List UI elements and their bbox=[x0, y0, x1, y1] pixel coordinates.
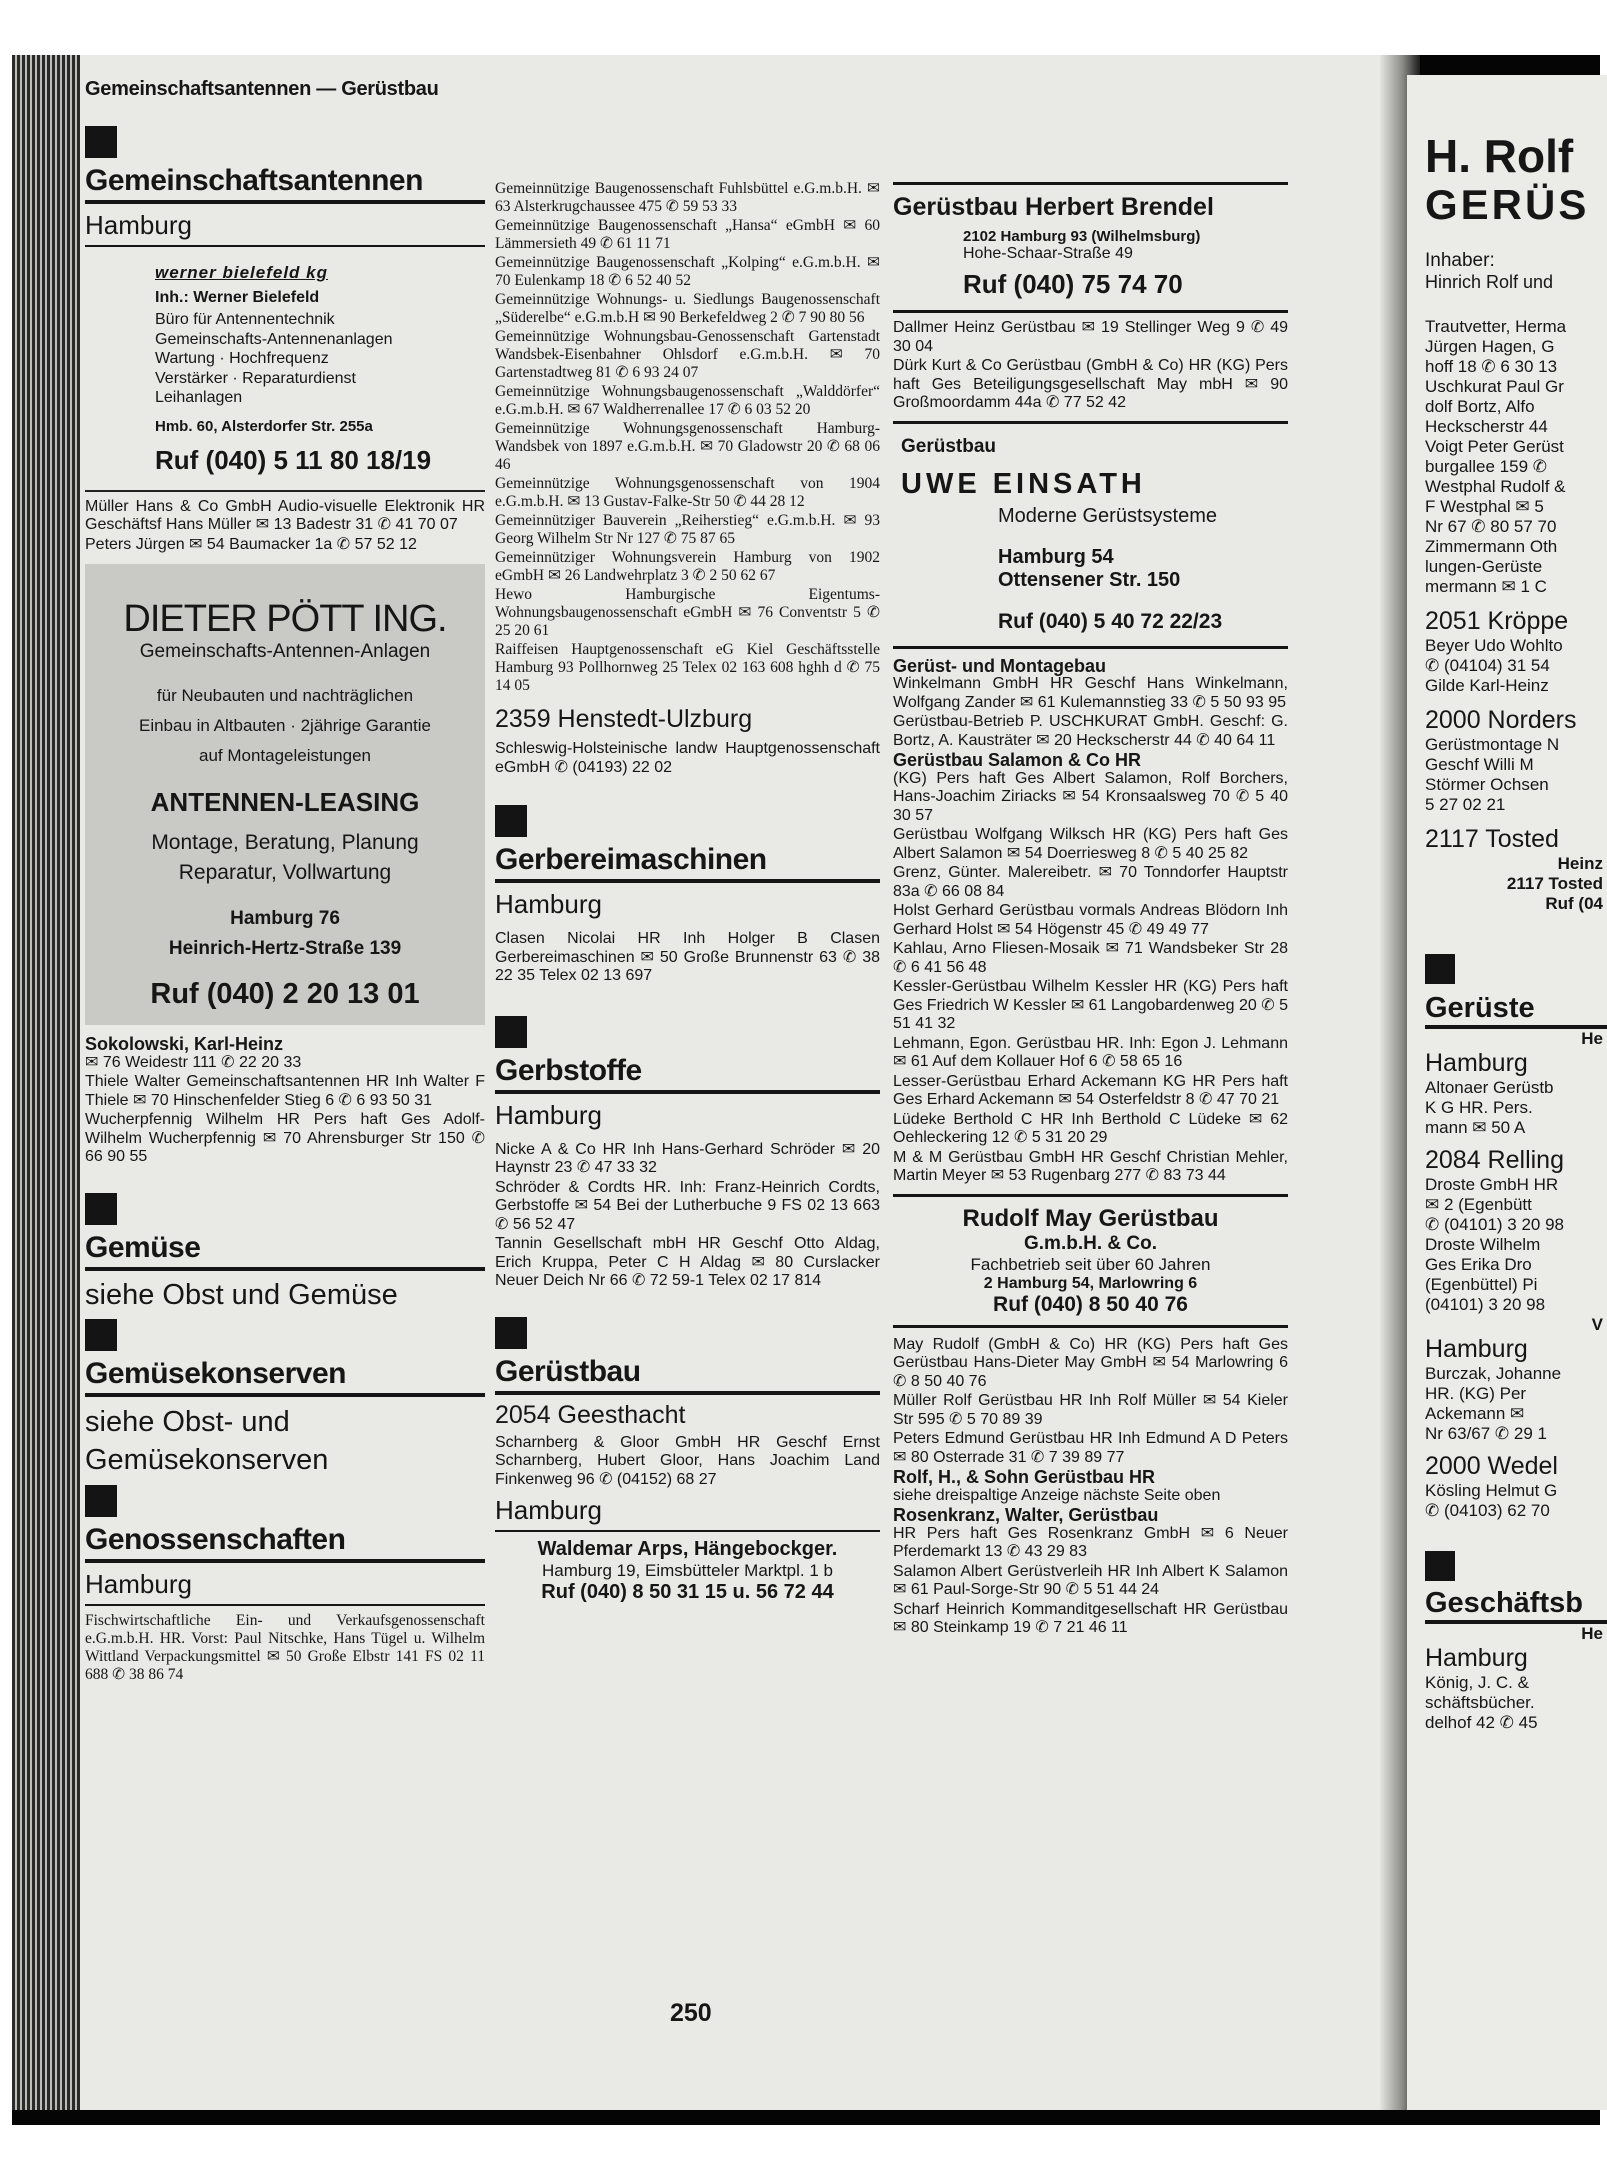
einsath-name: UWE EINSATH bbox=[901, 467, 1146, 500]
entry-name: Rosenkranz, Walter, Gerüstbau bbox=[893, 1505, 1159, 1525]
einsath-phone: Ruf (040) 5 40 72 22/23 bbox=[998, 609, 1223, 633]
may-phone: Ruf (040) 8 50 40 76 bbox=[993, 1292, 1188, 1316]
section-marker bbox=[85, 1319, 117, 1351]
directory-entry: Gemeinnützige Wohnungs- u. Siedlungs Baugenossenschaft „Süderelbe“ e.G.m.b.H ✉ 90 Berkefeldweg 2 ✆ 7 90 80 56 bbox=[495, 291, 880, 326]
next-page-city-1: 2051 Kröppe bbox=[1425, 607, 1569, 635]
entry: Scharnberg & Gloor GmbH HR Geschf Ernst Scharnberg, Hubert Gloor, Hans Joachim Land Finkenweg 96 ✆ (04152) 68 27 bbox=[495, 1433, 880, 1488]
section-title-gemuesekonserven: Gemüsekonserven bbox=[85, 1357, 485, 1397]
next-page-line: dolf Bortz, Alfo bbox=[1425, 397, 1535, 416]
next-page-line: ✆ (04103) 62 70 bbox=[1425, 1501, 1550, 1520]
column-1 bbox=[85, 120, 485, 1685]
next-page-owner: Hinrich Rolf und bbox=[1425, 272, 1554, 292]
pott-phone: Ruf (040) 2 20 13 01 bbox=[150, 978, 420, 1010]
entries-antennen-2 bbox=[85, 1035, 485, 1167]
directory-entry bbox=[893, 1149, 1288, 1186]
entry-text: Müller Rolf Gerüstbau HR Inh Rolf Müller ✉ 54 Kieler Str 595 ✆ 5 70 89 39 bbox=[893, 1392, 1288, 1428]
section-marker bbox=[85, 1485, 117, 1517]
next-page-line: He bbox=[1581, 1029, 1603, 1048]
column-3 bbox=[893, 182, 1288, 1639]
next-page-line: Burczak, Johanne bbox=[1425, 1364, 1562, 1383]
pott-line-5: Reparatur, Vollwartung bbox=[178, 861, 392, 884]
directory-entry bbox=[893, 940, 1288, 977]
next-page-line: Störmer Ochsen bbox=[1425, 775, 1549, 794]
directory-entry bbox=[893, 1506, 1288, 1562]
pott-name: DIETER PÖTT ING. bbox=[123, 598, 447, 640]
entry-text: (KG) Pers haft Ges Albert Salamon, Rolf Borchers, Hans-Joachim Ziriacks ✉ 54 Kronsaalsweg 70 ✆ 5 40 30 57 bbox=[893, 769, 1288, 824]
entries-antennen bbox=[85, 498, 485, 555]
bielefeld-logo: werner bielefeld kg bbox=[155, 263, 328, 282]
entry-text: Peters Edmund Gerüstbau HR Inh Edmund A D Peters ✉ 80 Osterrade 31 ✆ 7 39 89 77 bbox=[893, 1430, 1288, 1466]
einsath-street: Ottensener Str. 150 bbox=[998, 568, 1181, 591]
directory-entry bbox=[893, 1430, 1288, 1467]
next-page-line: Heinz bbox=[1557, 854, 1603, 873]
section-title-gerbstoffe: Gerbstoffe bbox=[495, 1054, 880, 1094]
directory-entry: Leihanlagen bbox=[155, 389, 243, 406]
next-page-line: Uschkurat Paul Gr bbox=[1425, 377, 1564, 396]
city-heading: Hamburg bbox=[85, 210, 485, 247]
directory-entry: Gemeinnützige Wohnungsbaugenossenschaft „Walddörfer“ e.G.m.b.H. ✉ 67 Waldherrenallee 17 ✆ 6 03 52 20 bbox=[495, 383, 880, 418]
entry-text: Wucherpfennig Wilhelm HR Pers haft Ges Adolf-Wilhelm Wucherpfennig ✉ 70 Ahrensburger Str 150 ✆ 66 90 55 bbox=[85, 1111, 485, 1165]
next-page-line: Ges Erika Dro bbox=[1425, 1255, 1532, 1274]
directory-entry bbox=[893, 1336, 1288, 1392]
bielefeld-owner: Inh.: Werner Bielefeld bbox=[155, 289, 320, 306]
entry-text: Salamon Albert Gerüstverleih HR Inh Albert K Salamon ✉ 61 Paul-Sorge-Str 90 ✆ 5 51 44 24 bbox=[893, 1562, 1288, 1598]
directory-entry bbox=[893, 657, 1288, 713]
brendel-name: Gerüstbau Herbert Brendel bbox=[893, 193, 1214, 221]
next-page-line: ✆ (04101) 3 20 98 bbox=[1425, 1215, 1565, 1234]
next-page-line: mermann ✉ 1 C bbox=[1425, 577, 1547, 596]
next-page-line: (Egenbüttel) Pi bbox=[1425, 1275, 1538, 1294]
pott-city: Hamburg 76 bbox=[230, 908, 340, 929]
directory-entry: Tannin Gesellschaft mbH HR Geschf Otto Aldag, Erich Kruppa, Peter C H Aldag ✉ 80 Curslacker Neuer Deich Nr 66 ✆ 72 59-1 Telex 02 17 814 bbox=[495, 1235, 880, 1289]
ad-brendel bbox=[893, 182, 1288, 313]
directory-entry bbox=[893, 826, 1288, 863]
next-page-line: Droste Wilhelm bbox=[1425, 1235, 1541, 1254]
column-2 bbox=[495, 180, 880, 1604]
next-page-line: Zimmermann Oth bbox=[1425, 537, 1558, 556]
section-title-gerbereimaschinen: Gerbereimaschinen bbox=[495, 843, 880, 883]
pott-line-1: für Neubauten und nachträglichen bbox=[156, 686, 414, 705]
entry-text: Kahlau, Arno Fliesen-Mosaik ✉ 71 Wandsbeker Str 28 ✆ 6 41 56 48 bbox=[893, 940, 1288, 976]
next-page-line: Gerüstmontage N bbox=[1425, 735, 1560, 754]
arps-name: Waldemar Arps, Hängebockger. bbox=[537, 1538, 838, 1560]
next-page-line: Voigt Peter Gerüst bbox=[1425, 437, 1564, 456]
bielefeld-phone: Ruf (040) 5 11 80 18/19 bbox=[155, 444, 432, 475]
next-page-line: burgallee 159 ✆ bbox=[1425, 457, 1547, 476]
einsath-label: Gerüstbau bbox=[901, 435, 997, 457]
entry-text: ✉ 76 Weidestr 111 ✆ 22 20 33 bbox=[85, 1053, 302, 1071]
bielefeld-services bbox=[155, 311, 485, 408]
next-page-city-2: 2000 Norders bbox=[1425, 706, 1577, 734]
city-heading: 2359 Henstedt-Ulzburg bbox=[495, 705, 753, 733]
next-page-section: Gerüste bbox=[1425, 992, 1607, 1029]
section-marker bbox=[1425, 954, 1455, 984]
directory-entry: Gemeinnützige Baugenossenschaft „Kolping“ e.G.m.b.H. ✉ 70 Eulenkamp 18 ✆ 6 52 40 52 bbox=[495, 254, 880, 289]
entries-geruestbau-2 bbox=[893, 657, 1288, 1186]
next-page-line: schäftsbücher. bbox=[1425, 1693, 1535, 1712]
page-edges bbox=[12, 55, 80, 2110]
entry-text: HR Pers haft Ges Rosenkranz GmbH ✉ 6 Neuer Pferdemarkt 13 ✆ 43 29 83 bbox=[893, 1524, 1288, 1560]
einsath-subtitle: Moderne Gerüstsysteme bbox=[998, 504, 1217, 527]
entry-name: Rolf, H., & Sohn Gerüstbau HR bbox=[893, 1467, 1156, 1487]
next-page-line: Jürgen Hagen, G bbox=[1425, 337, 1555, 356]
next-page-line: (04101) 3 20 98 bbox=[1425, 1295, 1546, 1314]
next-page-line: HR. (KG) Per bbox=[1425, 1384, 1527, 1403]
directory-entry: Dürk Kurt & Co Gerüstbau (GmbH & Co) HR (KG) Pers haft Ges Beteiligungsgesellschaft May mbH ✉ 90 Großmoordamm 44a ✆ 77 52 42 bbox=[893, 357, 1288, 411]
entries-gerbstoffe bbox=[495, 1141, 880, 1291]
ad-bielefeld bbox=[85, 253, 485, 484]
next-page-line: Beyer Udo Wohlto bbox=[1425, 636, 1563, 655]
next-page-line: F Westphal ✉ 5 bbox=[1425, 497, 1544, 516]
directory-entry: Nicke A & Co HR Inh Hans-Gerhard Schröder ✉ 20 Haynstr 23 ✆ 47 33 32 bbox=[495, 1140, 880, 1176]
entry-text: Scharf Heinrich Kommanditgesellschaft HR Gerüstbau ✉ 80 Steinkamp 19 ✆ 7 21 46 11 bbox=[893, 1600, 1288, 1636]
section-title-gemeinschaftsantennen: Gemeinschaftsantennen bbox=[85, 164, 485, 204]
next-page-list-1 bbox=[1425, 317, 1607, 597]
next-page-list-2 bbox=[1425, 636, 1607, 696]
next-page-list-11 bbox=[1425, 1624, 1607, 1644]
next-page-line: ✉ 2 (Egenbütt bbox=[1425, 1195, 1532, 1214]
directory-entry: Schröder & Cordts HR. Inh: Franz-Heinrich Cordts, Gerbstoffe ✉ 54 Bei der Lutherbuche 9 FS 02 13 663 ✆ 56 52 47 bbox=[495, 1178, 880, 1233]
directory-entry: Verstärker · Reparaturdienst bbox=[155, 369, 356, 387]
directory-entry bbox=[893, 1035, 1288, 1072]
next-page-city-7: 2000 Wedel bbox=[1425, 1452, 1558, 1480]
ad-pott bbox=[85, 564, 485, 1025]
city-heading: Hamburg bbox=[495, 1495, 880, 1532]
directory-entry: Hewo Hamburgische Eigentums-Wohnungsbaugenossenschaft eGmbH ✉ 76 Conventstr 5 ✆ 25 20 61 bbox=[495, 586, 880, 639]
may-name: Rudolf May Gerüstbau bbox=[962, 1204, 1219, 1232]
next-page-line: delhof 42 ✆ 45 bbox=[1425, 1713, 1538, 1732]
entry-text: Thiele Walter Gemeinschaftsantennen HR Inh Walter F Thiele ✉ 70 Hinschenfelder Stieg 6 ✆ 6 93 50 31 bbox=[85, 1073, 485, 1109]
running-head: Gemeinschaftsantennen — Gerüstbau bbox=[85, 78, 439, 100]
entry-text: Lüdeke Berthold C HR Inh Berthold C Lüdeke ✉ 62 Oehleckering 12 ✆ 5 31 20 29 bbox=[893, 1110, 1288, 1146]
directory-entry: Gemeinnützige Wohnungsgenossenschaft von 1904 e.G.m.b.H. ✉ 13 Gustav-Falke-Str 50 ✆ 44 28 12 bbox=[495, 475, 880, 510]
entry-text: Lesser-Gerüstbau Erhard Ackemann KG HR Pers haft Ges Erhard Ackemann ✉ 54 Osterfeldstr 8 ✆ 47 70 21 bbox=[893, 1072, 1288, 1108]
section-title-geruestbau: Gerüstbau bbox=[495, 1355, 880, 1395]
next-page-title-1: H. Rolf bbox=[1425, 130, 1574, 182]
pott-line-4: Montage, Beratung, Planung bbox=[151, 831, 419, 854]
next-page-list-4 bbox=[1425, 854, 1607, 914]
next-page-list-6 bbox=[1425, 1078, 1607, 1138]
section-marker-2 bbox=[1425, 1551, 1455, 1581]
directory-entry bbox=[893, 1111, 1288, 1148]
next-page-city-8: Hamburg bbox=[1425, 1644, 1528, 1672]
next-page-line: K G HR. Pers. bbox=[1425, 1098, 1533, 1117]
directory-entry bbox=[893, 713, 1288, 750]
brendel-phone: Ruf (040) 75 74 70 bbox=[963, 269, 1183, 299]
section-title-gemuese: Gemüse bbox=[85, 1231, 485, 1271]
entry: Clasen Nicolai HR Inh Holger B Clasen Gerbereimaschinen ✉ 50 Große Brunnenstr 63 ✆ 38 22 35 Telex 02 13 697 bbox=[495, 930, 880, 984]
einsath-city: Hamburg 54 bbox=[998, 545, 1114, 568]
next-page-list-5 bbox=[1425, 1029, 1607, 1049]
page-number: 250 bbox=[670, 1999, 712, 2027]
next-page-line: Ruf (04 bbox=[1545, 894, 1603, 913]
pott-line-3: auf Montageleistungen bbox=[198, 746, 372, 765]
entry-text: Kessler-Gerüstbau Wilhelm Kessler HR (KG) Pers haft Ges Friedrich W Kessler ✉ 61 Langobardenweg 20 ✆ 5 51 41 32 bbox=[893, 978, 1289, 1032]
next-page-line: Westphal Rudolf & bbox=[1425, 477, 1566, 496]
entries-geruestbau bbox=[893, 319, 1288, 413]
brendel-address-1: 2102 Hamburg 93 (Wilhelmsburg) bbox=[963, 228, 1201, 245]
entry-name: Gerüstbau Salamon & Co HR bbox=[893, 750, 1142, 770]
pott-subtitle: Gemeinschafts-Antennen-Anlagen bbox=[139, 641, 431, 662]
may-address: 2 Hamburg 54, Marlowring 6 bbox=[983, 1274, 1198, 1292]
directory-entry bbox=[893, 1468, 1288, 1505]
gemuese-reference: siehe Obst und Gemüse bbox=[85, 1278, 398, 1311]
section-marker bbox=[85, 1193, 117, 1225]
directory-entry bbox=[85, 1111, 485, 1167]
ad-may bbox=[893, 1194, 1288, 1328]
entry-text: M & M Gerüstbau GmbH HR Geschf Christian Mehler, Martin Meyer ✉ 53 Rugenbarg 277 ✆ 83 73 44 bbox=[893, 1148, 1288, 1184]
next-page bbox=[1407, 75, 1607, 2110]
next-page-line: 2117 Tosted bbox=[1506, 874, 1603, 893]
next-page-line: Altonaer Gerüstb bbox=[1425, 1078, 1554, 1097]
next-page-line: Heckscherstr 44 bbox=[1425, 417, 1548, 436]
directory-entry bbox=[893, 1601, 1288, 1638]
next-page-section-2: Geschäftsb bbox=[1425, 1587, 1607, 1624]
directory-entry bbox=[85, 1035, 485, 1072]
directory-entry bbox=[893, 1073, 1288, 1110]
next-page-line: Kösling Helmut G bbox=[1425, 1481, 1558, 1500]
arps-phone: Ruf (040) 8 50 31 15 u. 56 72 44 bbox=[541, 1581, 834, 1603]
entry-name: Gerüst- und Montagebau bbox=[893, 655, 1106, 676]
ad-arps bbox=[495, 1538, 880, 1604]
may-subtitle: G.m.b.H. & Co. bbox=[1024, 1232, 1157, 1254]
next-page-city-5: 2084 Relling bbox=[1425, 1146, 1564, 1174]
next-page-line: Nr 67 ✆ 80 57 70 bbox=[1425, 517, 1557, 536]
divider bbox=[85, 490, 485, 492]
directory-entry bbox=[893, 1392, 1288, 1429]
directory-entry: Müller Hans & Co GmbH Audio-visuelle Elektronik HR Geschäftsf Hans Müller ✉ 13 Badestr 31 ✆ 41 70 07 bbox=[85, 497, 485, 533]
entry-text: Holst Gerhard Gerüstbau vormals Andreas Blödorn Inh Gerhard Holst ✉ 54 Högenstr 45 ✆ 49 49 77 bbox=[893, 902, 1288, 938]
directory-entry: Gemeinnützige Baugenossenschaft Fuhlsbüttel e.G.m.b.H. ✉ 63 Alsterkrugchaussee 475 ✆ 59 53 33 bbox=[495, 180, 880, 215]
entry-text: Grenz, Günter. Malereibetr. ✉ 70 Tonndorfer Hauptstr 83a ✆ 66 08 84 bbox=[893, 864, 1288, 900]
directory-entry bbox=[893, 864, 1288, 901]
next-page-line: 5 27 02 21 bbox=[1425, 795, 1506, 814]
directory-entry: Gemeinnützige Wohnungsbau-Genossenschaft Gartenstadt Wandsbek-Eisenbahner Ohlsdorf e.G.m.b.H. ✉ 70 Gartenstadtweg 81 ✆ 6 93 24 07 bbox=[495, 328, 880, 381]
entry-text: siehe dreispaltige Anzeige nächste Seite oben bbox=[893, 1486, 1221, 1504]
directory-entry: Gemeinschafts-Antennenanlagen bbox=[155, 330, 393, 348]
next-page-line: mann ✉ 50 A bbox=[1425, 1118, 1526, 1137]
section-marker bbox=[495, 1317, 527, 1349]
city-heading: Hamburg bbox=[85, 1569, 485, 1606]
may-line: Fachbetrieb seit über 60 Jahren bbox=[970, 1254, 1211, 1274]
next-page-line: Droste GmbH HR bbox=[1425, 1175, 1559, 1194]
directory-entry: Gemeinnützige Wohnungsgenossenschaft Hamburg-Wandsbek von 1897 e.G.m.b.H. ✉ 70 Gladowstr 20 ✆ 68 06 46 bbox=[495, 420, 880, 473]
section-marker bbox=[495, 805, 527, 837]
next-page-line: Nr 63/67 ✆ 29 1 bbox=[1425, 1424, 1547, 1443]
next-page-list-3 bbox=[1425, 735, 1607, 815]
directory-entry: Dallmer Heinz Gerüstbau ✉ 19 Stellinger Weg 9 ✆ 49 30 04 bbox=[893, 319, 1288, 355]
city-heading: Hamburg bbox=[495, 889, 602, 919]
directory-entry: Büro für Antennentechnik bbox=[155, 311, 335, 328]
next-page-list-7 bbox=[1425, 1175, 1607, 1315]
entries-geruestbau-3 bbox=[893, 1336, 1288, 1638]
pott-street: Heinrich-Hertz-Straße 139 bbox=[168, 938, 402, 959]
city-heading: 2054 Geesthacht bbox=[495, 1400, 686, 1429]
next-page-list-12 bbox=[1425, 1673, 1607, 1733]
directory-entry bbox=[85, 1073, 485, 1110]
gemuesekonserven-reference: siehe Obst- und Gemüsekonserven bbox=[85, 1405, 329, 1476]
bielefeld-address: Hmb. 60, Alsterdorfer Str. 255a bbox=[155, 417, 373, 435]
directory-entry: Raiffeisen Hauptgenossenschaft eG Kiel Geschäftsstelle Hamburg 93 Pollhornweg 25 Telex 02 163 608 hghh d ✆ 75 14 05 bbox=[495, 641, 880, 694]
ad-einsath bbox=[893, 421, 1288, 649]
next-page-line: Gilde Karl-Heinz bbox=[1425, 676, 1549, 695]
section-marker bbox=[495, 1016, 527, 1048]
entry-text: Gerüstbau Wolfgang Wilksch HR (KG) Pers haft Ges Albert Salamon ✉ 54 Doerriesweg 8 ✆ 5 40 25 82 bbox=[893, 826, 1288, 862]
directory-entry bbox=[893, 1563, 1288, 1600]
directory-entry: Gemeinnütziger Wohnungsverein Hamburg von 1902 eGmbH ✉ 26 Landwehrplatz 3 ✆ 2 50 62 67 bbox=[495, 549, 880, 584]
directory-entry: Gemeinnütziger Bauverein „Reiherstieg“ e.G.m.b.H. ✉ 93 Georg Wilhelm Str Nr 127 ✆ 75 87 65 bbox=[495, 512, 880, 547]
next-page-city-4: Hamburg bbox=[1425, 1049, 1528, 1077]
section-title-genossenschaften: Genossenschaften bbox=[85, 1523, 485, 1563]
next-page-line: Geschf Willi M bbox=[1425, 755, 1534, 774]
entry-name: Sokolowski, Karl-Heinz bbox=[85, 1034, 284, 1054]
next-page-title-2: GERÜS bbox=[1425, 181, 1590, 228]
directory-entry bbox=[893, 751, 1288, 825]
directory-entry: Gemeinnützige Baugenossenschaft „Hansa“ eGmbH ✉ 60 Lämmersieth 49 ✆ 61 11 71 bbox=[495, 217, 880, 252]
next-page-list-8 bbox=[1425, 1315, 1607, 1335]
entries-genossenschaften bbox=[495, 180, 880, 695]
directory-entry bbox=[893, 902, 1288, 939]
next-page-line: He bbox=[1581, 1624, 1603, 1643]
next-page-line: lungen-Gerüste bbox=[1425, 557, 1543, 576]
next-page-owner-label: Inhaber: bbox=[1425, 250, 1495, 271]
entry-text: Lehmann, Egon. Gerüstbau HR. Inh: Egon J. Lehmann ✉ 61 Auf dem Kollauer Hof 6 ✆ 58 65 16 bbox=[893, 1034, 1288, 1070]
next-page-city-6: Hamburg bbox=[1425, 1335, 1528, 1363]
arps-address: Hamburg 19, Eimsbütteler Marktpl. 1 b bbox=[541, 1561, 833, 1580]
entry-text: Winkelmann GmbH HR Geschf Hans Winkelmann, Wolfgang Zander ✉ 61 Kulemannstieg 33 ✆ 5 50 93 95 bbox=[893, 675, 1288, 711]
next-page-line: König, J. C. & bbox=[1425, 1673, 1529, 1692]
next-page-line: hoff 18 ✆ 6 30 13 bbox=[1425, 357, 1558, 376]
city-heading: Hamburg bbox=[495, 1099, 602, 1130]
entry-text: Gerüstbau-Betrieb P. USCHKURAT GmbH. Geschf: G. Bortz, A. Kausträter ✉ 20 Heckscherstr 44 ✆ 40 64 11 bbox=[893, 713, 1288, 749]
brendel-address-2: Hohe-Schaar-Straße 49 bbox=[963, 245, 1133, 262]
entry: Fischwirtschaftliche Ein- und Verkaufsgenossenschaft e.G.m.b.H. HR. Vorst: Paul Nitschke, Hans Tügel u. Wilhelm Wittland Verpackungsmittel ✉ 50 Große Elbstr 141 FS 02 11 688 ✆ 38 86 74 bbox=[85, 1611, 485, 1683]
pott-leasing: ANTENNEN-LEASING bbox=[150, 787, 420, 817]
next-page-city-3: 2117 Tosted bbox=[1425, 825, 1559, 853]
directory-entry: Wartung · Hochfrequenz bbox=[155, 350, 329, 367]
next-page-line: ✆ (04104) 31 54 bbox=[1425, 656, 1550, 675]
pott-line-2: Einbau in Altbauten · 2jährige Garantie bbox=[138, 716, 432, 735]
entry: Schleswig-Holsteinische landw Hauptgenossenschaft eGmbH ✆ (04193) 22 02 bbox=[495, 740, 880, 776]
next-page-list-9 bbox=[1425, 1364, 1607, 1444]
next-page-line: Ackemann ✉ bbox=[1425, 1404, 1525, 1423]
directory-entry bbox=[893, 978, 1288, 1034]
entry-text: May Rudolf (GmbH & Co) HR (KG) Pers haft Ges Gerüstbau Hans-Dieter May GmbH ✉ 54 Marlowring 6 ✆ 8 50 40 76 bbox=[893, 1335, 1288, 1390]
section-marker bbox=[85, 126, 117, 158]
next-page-line: V bbox=[1591, 1315, 1603, 1334]
next-page-list-10 bbox=[1425, 1481, 1607, 1521]
directory-entry: Peters Jürgen ✉ 54 Baumacker 1a ✆ 57 52 12 bbox=[85, 535, 417, 553]
next-page-line: Trautvetter, Herma bbox=[1425, 317, 1567, 336]
